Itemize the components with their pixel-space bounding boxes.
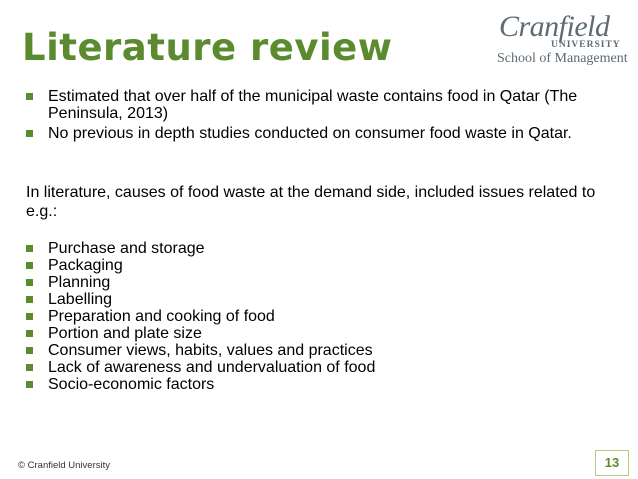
bullet-text: Lack of awareness and undervaluation of food [48, 359, 376, 376]
bullet-square-icon [26, 347, 33, 354]
footer-copyright: © Cranfield University [18, 460, 110, 471]
bullet-text: No previous in depth studies conducted on consumer food waste in Qatar. [48, 125, 572, 142]
bullet-square-icon [26, 245, 33, 252]
logo-university: UNIVERSITY [551, 40, 621, 50]
list-item [0, 291, 600, 308]
list-item [0, 257, 600, 274]
bullet-text: Estimated that over half of the municipal waste contains food in Qatar (The Peninsula, 2013) [48, 88, 578, 122]
bullet-square-icon [26, 364, 33, 371]
list-item [0, 88, 600, 122]
bullet-square-icon [26, 381, 33, 388]
bullet-text: Packaging [48, 257, 123, 274]
list-item [0, 376, 600, 393]
bullet-text: Preparation and cooking of food [48, 308, 275, 325]
list-item [0, 125, 600, 142]
list-item [0, 342, 600, 359]
bullet-square-icon [26, 330, 33, 337]
logo-wordmark: Cranfield [499, 10, 610, 43]
logo-school: School of Management [497, 51, 628, 66]
list-item [0, 359, 600, 376]
bullet-text: Socio-economic factors [48, 376, 215, 393]
bullet-text: Planning [48, 274, 111, 291]
causes-bullet-list [0, 240, 600, 393]
bullet-text: Portion and plate size [48, 325, 202, 342]
slide-title: Literature review [22, 26, 393, 69]
intro-bullet-list [0, 88, 600, 145]
bullet-text: Consumer views, habits, values and practices [48, 342, 373, 359]
list-item [0, 274, 600, 291]
page-number: 13 [595, 450, 629, 476]
list-item [0, 325, 600, 342]
intro-paragraph: In literature, causes of food waste at the demand side, included issues related to e.g.: [26, 184, 596, 220]
bullet-square-icon [26, 130, 33, 137]
bullet-square-icon [26, 313, 33, 320]
bullet-text: Labelling [48, 291, 113, 308]
list-item [0, 240, 600, 257]
list-item [0, 308, 600, 325]
bullet-text: Purchase and storage [48, 240, 205, 257]
cranfield-logo [497, 10, 628, 70]
bullet-square-icon [26, 296, 33, 303]
bullet-square-icon [26, 279, 33, 286]
bullet-square-icon [26, 262, 33, 269]
bullet-square-icon [26, 93, 33, 100]
